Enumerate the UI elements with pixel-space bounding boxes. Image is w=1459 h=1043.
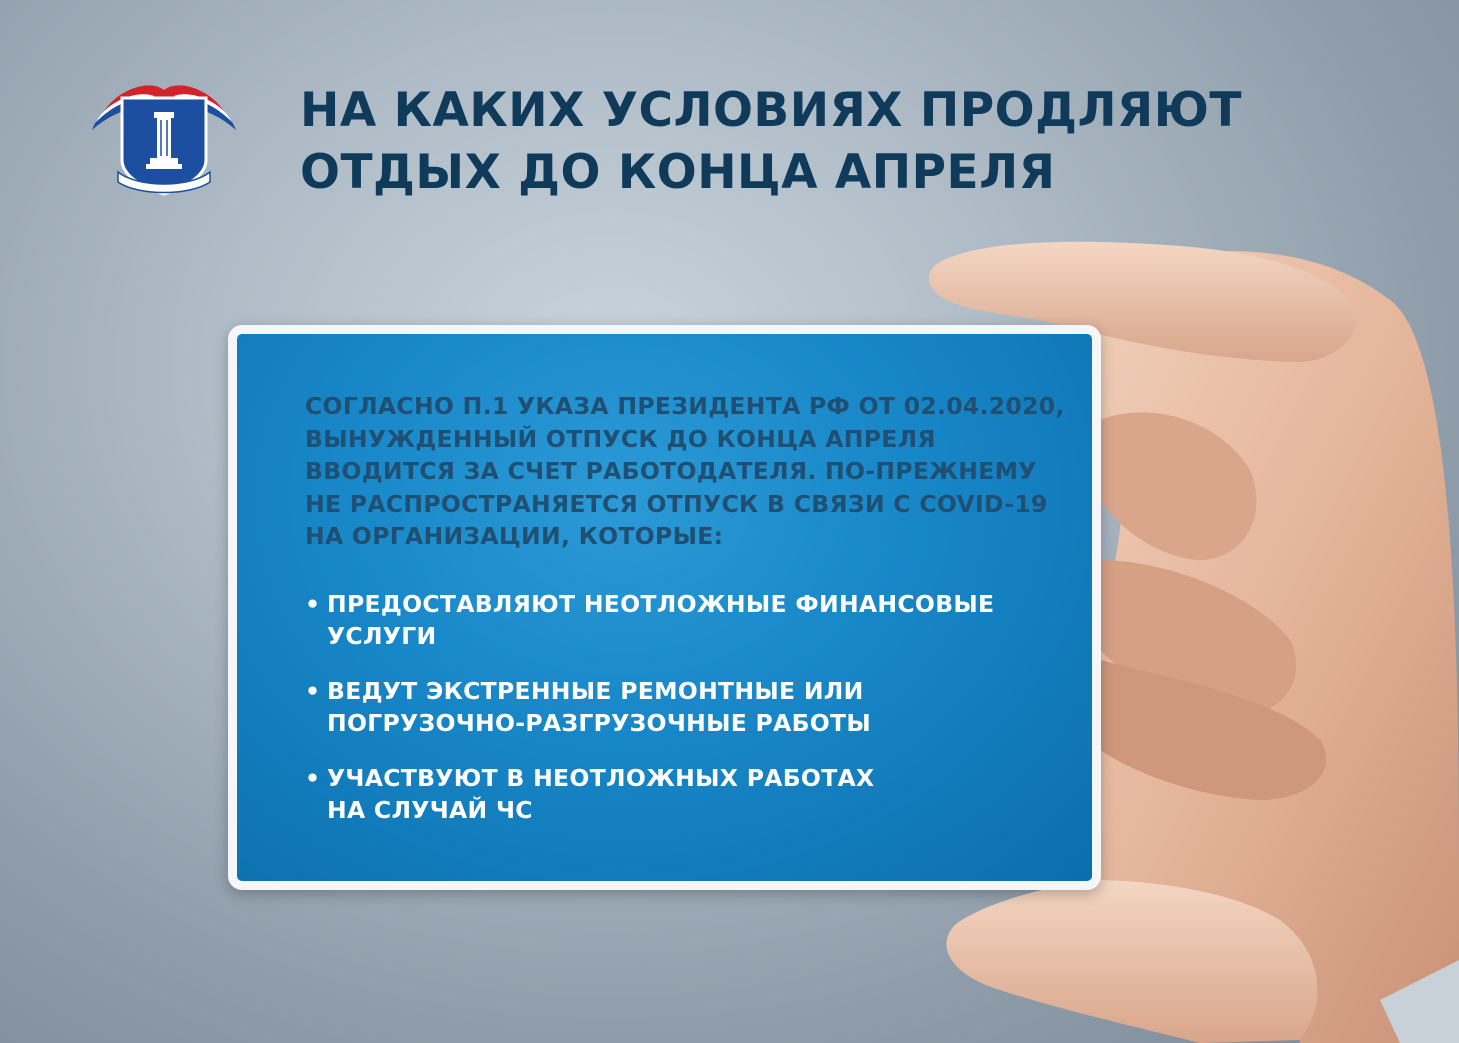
info-card — [228, 325, 1101, 890]
bullet-icon: • — [305, 677, 321, 705]
list-item-line: ВЕДУТ ЭКСТРЕННЫЕ РЕМОНТНЫЕ ИЛИ — [327, 677, 864, 705]
list-item — [305, 588, 1065, 652]
list-item-line: ПОГРУЗОЧНО-РАЗГРУЗОЧНЫЕ РАБОТЫ — [327, 709, 872, 737]
list-item — [305, 762, 1065, 826]
intro-line: ВЫНУЖДЕННЫЙ ОТПУСК ДО КОНЦА АПРЕЛЯ — [305, 424, 936, 453]
intro-text — [305, 390, 1065, 553]
list-item-line: НА СЛУЧАЙ ЧС — [327, 796, 533, 824]
title-line: ОТДЫХ ДО КОНЦА АПРЕЛЯ — [300, 145, 1056, 200]
list-item-line: ПРЕДОСТАВЛЯЮТ НЕОТЛОЖНЫЕ ФИНАНСОВЫЕ — [327, 590, 995, 618]
bullet-icon: • — [305, 590, 321, 618]
intro-line: НА ОРГАНИЗАЦИИ, КОТОРЫЕ: — [305, 522, 724, 550]
list-item-line: УЧАСТВУЮТ В НЕОТЛОЖНЫХ РАБОТАХ — [327, 764, 875, 792]
title-line: НА КАКИХ УСЛОВИЯХ ПРОДЛЯЮТ — [300, 83, 1242, 138]
organization-list — [305, 588, 1065, 849]
intro-line: ВВОДИТСЯ ЗА СЧЕТ РАБОТОДАТЕЛЯ. ПО-ПРЕЖНЕМУ — [305, 457, 1037, 485]
list-item — [305, 675, 1065, 739]
intro-line: СОГЛАСНО П.1 УКАЗА ПРЕЗИДЕНТА РФ ОТ 02.04.2020, — [305, 392, 1065, 420]
intro-line: НЕ РАСПРОСТРАНЯЕТСЯ ОТПУСК В СВЯЗИ С COVID-19 — [305, 489, 1048, 518]
bullet-icon: • — [305, 764, 321, 792]
list-item-line: УСЛУГИ — [327, 622, 437, 650]
